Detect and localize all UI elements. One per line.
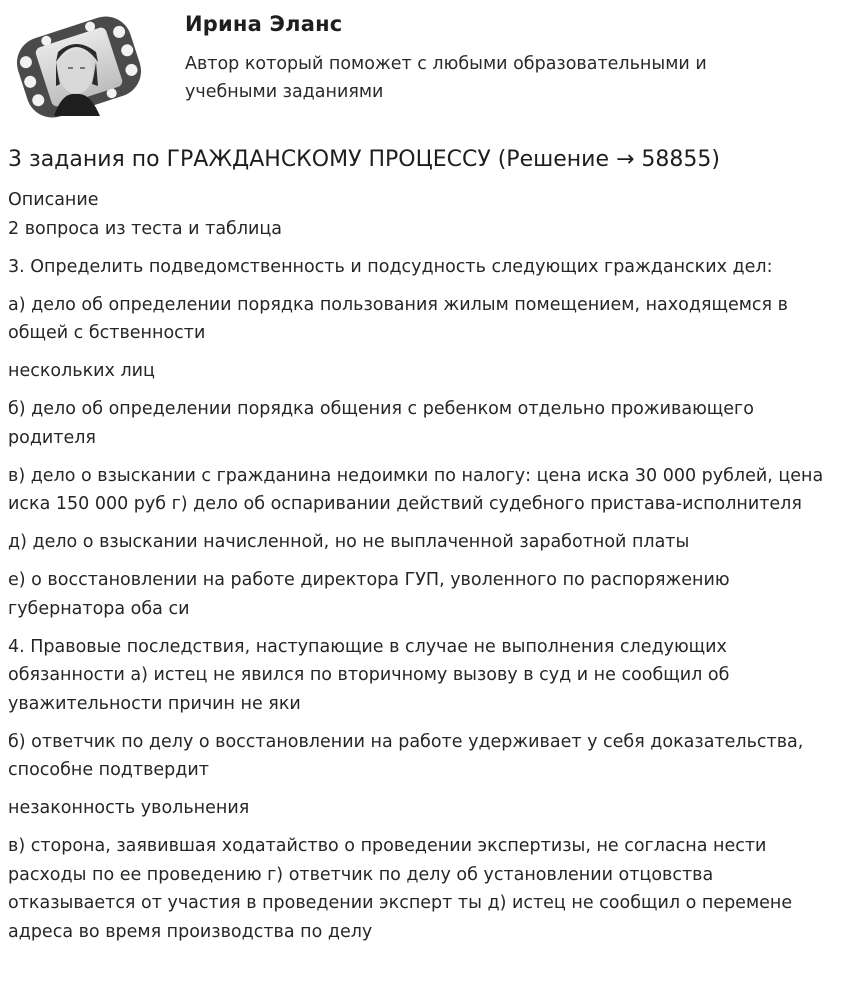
- paragraph: незаконность увольнения: [8, 798, 250, 818]
- paragraph: в) дело о взыскании с гражданина недоимки по налогу: цена иска 30 000 рублей, цена иска 150 000 руб г) дело об оспаривании действий судебного пристава-исполнителя: [8, 465, 824, 514]
- author-description: Автор который поможет с любыми образовательными и учебными заданиями: [185, 54, 707, 102]
- paragraph: 2 вопроса из теста и таблица: [8, 218, 283, 239]
- paragraph: б) дело об определении порядка общения с ребенком отдельно проживающего родителя: [8, 399, 754, 448]
- paragraph: д) дело о взыскании начисленной, но не выплаченной заработной платы: [8, 532, 690, 552]
- paragraph: а) дело об определении порядка пользования жилым помещением, находящемся в общей с бственности: [8, 294, 788, 343]
- document-title: 3 задания по ГРАЖДАНСКОМУ ПРОЦЕССУ (Решение → 58855): [8, 147, 720, 172]
- author-name: Ирина Эланс: [185, 12, 343, 36]
- paragraph: 4. Правовые последствия, наступающие в случае не выполнения следующих обязанности а) истец не явился по вторичному вызову в суд и не сообщил об уважительности причин не яки: [8, 636, 730, 714]
- paragraph: б) ответчик по делу о восстановлении на работе удерживает у себя доказательства, способне подтвердит: [8, 731, 804, 780]
- paragraph: нескольких лиц: [8, 361, 155, 381]
- document-content: [8, 186, 844, 956]
- author-block: [0, 0, 847, 135]
- description-label: Описание: [8, 190, 99, 210]
- paragraph: 3. Определить подведомственность и подсудность следующих гражданских дел:: [8, 256, 773, 277]
- paragraph: е) о восстановлении на работе директора ГУП, уволенного по распоряжению губернатора оба си: [8, 570, 730, 619]
- author-avatar: [6, 6, 152, 128]
- paragraph: в) сторона, заявившая ходатайство о проведении экспертизы, не согласна нести расходы по ее проведению г) ответчик по делу об установлении отцовства отказывается от участия в проведении эксперт ты д) истец не сообщил о перемене адреса во время производства по делу: [8, 836, 793, 942]
- avatar-photo-frame-icon: [6, 6, 152, 128]
